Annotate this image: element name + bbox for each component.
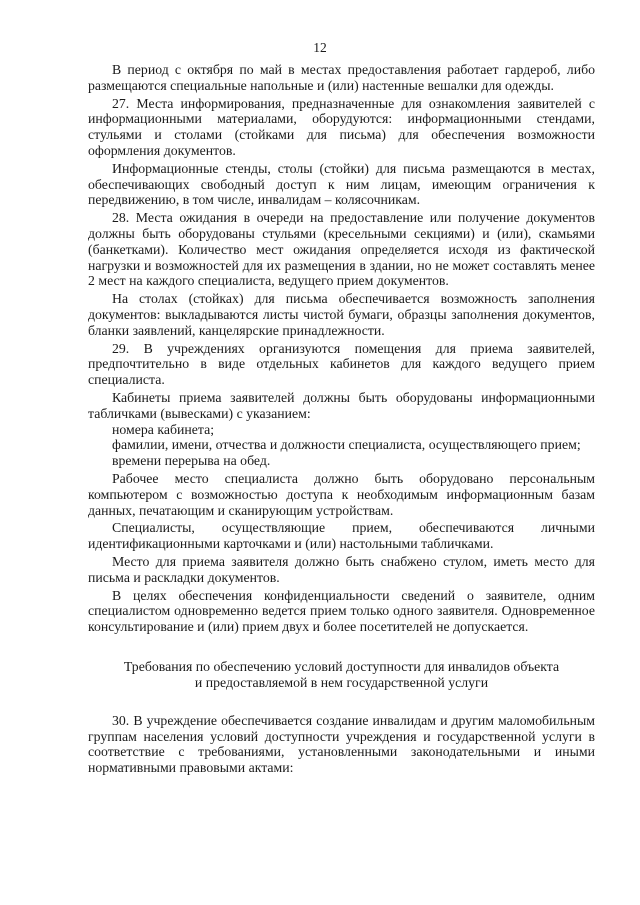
paragraph-cloakroom: В период с октября по май в местах предоставления работает гардероб, либо размещаются специальные напольные и (или) настенные вешалки для одежды. [88, 62, 595, 93]
section-heading-line-1: Требования по обеспечению условий доступности для инвалидов объекта [123, 658, 560, 674]
paragraph-27: 27. Места информирования, предназначенные для ознакомления заявителей с информационными материалами, оборудуются: информационными стендами, стульями и столами (стойками для письма) для обеспечения возможности оформления документов. [88, 95, 595, 158]
paragraph-30: 30. В учреждение обеспечивается создание инвалидам и другим маломобильным группам населения условий доступности учреждения и государственной услуги в соответствие с требованиями, установленными законодательными и иными нормативными правовыми актами: [88, 712, 595, 776]
paragraph-info-stands: Информационные стенды, столы (стойки) для письма размещаются в местах, обеспечивающих свободный доступ к ним лицам, имеющим ограничения к передвижению, в том числе, инвалидам – колясочникам. [88, 160, 595, 208]
paragraph-id-cards: Специалисты, осуществляющие прием, обеспечиваются личными идентификационными карточками и (или) настольными табличками. [88, 520, 595, 552]
paragraph-workplace: Рабочее место специалиста должно быть оборудовано персональным компьютером с возможностью доступа к необходимым информационным базам данных, печатающим и сканирующим устройствам. [88, 470, 595, 518]
list-item-office-number: номера кабинета; [112, 421, 215, 437]
paragraph-applicant-seat: Место для приема заявителя должно быть снабжено стулом, иметь место для письма и раскладки документов. [88, 553, 595, 585]
paragraph-29: 29. В учреждениях организуются помещения для приема заявителей, предпочтительно в виде отдельных кабинетов для каждого ведущего прием специалиста. [88, 340, 595, 388]
list-item-lunch-break: времени перерыва на обед. [112, 453, 271, 469]
paragraph-confidentiality: В целях обеспечения конфиденциальности сведений о заявителе, одним специалистом одновременно ведется прием только одного заявителя. Одновременное консультирование и (или) прием двух и более посетителей не допускается. [88, 587, 595, 635]
section-heading [88, 659, 595, 691]
document-body [88, 62, 595, 776]
page-number: 12 [313, 40, 327, 55]
section-heading-line-2: и предоставляемой в нем государственной услуги [194, 674, 489, 690]
paragraph-office-signs: Кабинеты приема заявителей должны быть оборудованы информационными табличками (вывесками) с указанием: [88, 389, 595, 421]
paragraph-writing-tables: На столах (стойках) для письма обеспечивается возможность заполнения документов: выкладываются листы чистой бумаги, образцы заполнения документов, бланки заявлений, канцелярские принадлежности. [88, 291, 595, 338]
paragraph-28: 28. Места ожидания в очереди на предоставление или получение документов должны быть оборудованы стульями (кресельными секциями) и (или), скамьями (банкетками). Количество мест ожидания определяется исходя из фактической нагрузки и возможностей для их размещения в здании, но не может составлять менее 2 мест на каждого специалиста, ведущего прием документов. [88, 210, 595, 289]
list-item-specialist-name: фамилии, имени, отчества и должности специалиста, осуществляющего прием; [112, 437, 581, 453]
